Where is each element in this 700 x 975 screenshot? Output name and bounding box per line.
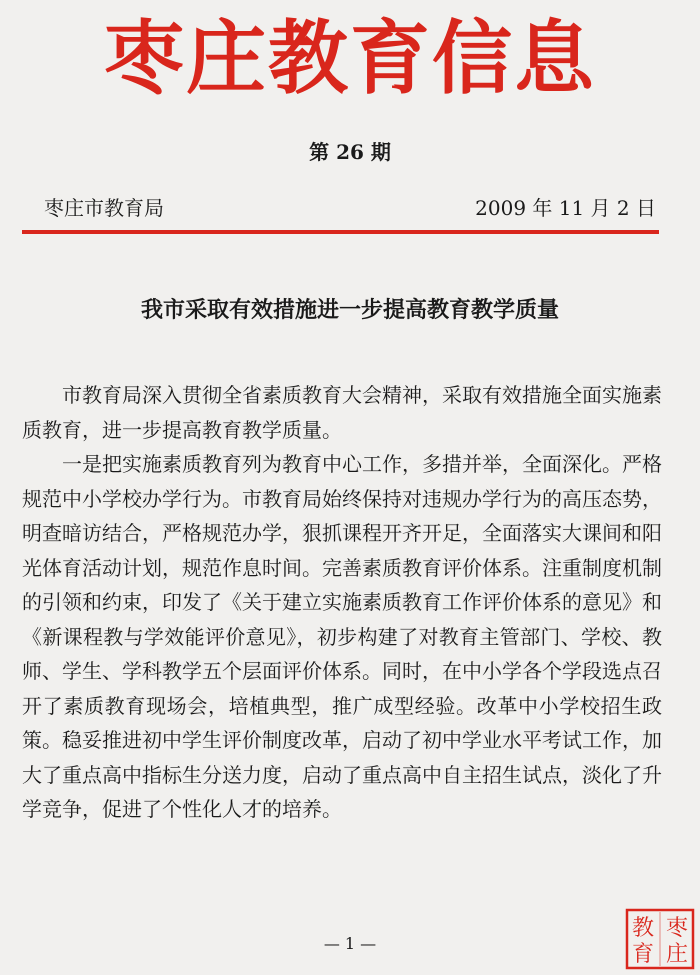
seal-char-1: 枣 [665, 916, 689, 941]
seal-char-4: 育 [631, 942, 655, 967]
meta-row [44, 192, 656, 226]
page-number: — 1 — [323, 934, 377, 953]
red-divider-rule [22, 230, 659, 234]
seal-char-3: 教 [631, 916, 655, 941]
publisher-name: 枣庄市教育局 [44, 196, 164, 220]
article-body [22, 378, 662, 827]
paragraph-intro: 市教育局深入贯彻全省素质教育大会精神，采取有效措施全面实施素质教育，进一步提高教育教学质量。 [22, 383, 662, 442]
publish-date: 2009 年 11 月 2 日 [475, 196, 656, 220]
paragraph-measure-one: 一是把实施素质教育列为教育中心工作，多措并举，全面深化。严格规范中小学校办学行为。市教育局始终保持对违规办学行为的高压态势，明查暗访结合，严格规范办学，狠抓课程开齐开足，全面落实大课间和阳光体育活动计划，规范作息时间。完善素质教育评价体系。注重制度机制的引领和约束，印发了《关于建立实施素质教育工作评价体系的意见》和《新课程教与学效能评价意见》，初步构建了对教育主管部门、学校、教师、学生、学科教学五个层面评价体系。同时，在中小学各个学段选点召开了素质教育现场会，培植典型，推广成型经验。改革中小学校招生政策。稳妥推进初中学生评价制度改革，启动了初中学业水平考试工作，加大了重点高中指标生分送力度，启动了重点高中自主招生试点，淡化了升学竞争，促进了个性化人才的培养。 [22, 452, 662, 821]
article-headline: 我市采取有效措施进一步提高教育教学质量 [140, 297, 559, 323]
red-seal-stamp [624, 907, 696, 971]
seal-char-2: 庄 [665, 942, 689, 967]
masthead-title: 枣庄教育信息 [104, 11, 596, 105]
issue-number: 第 26 期 [309, 140, 391, 164]
